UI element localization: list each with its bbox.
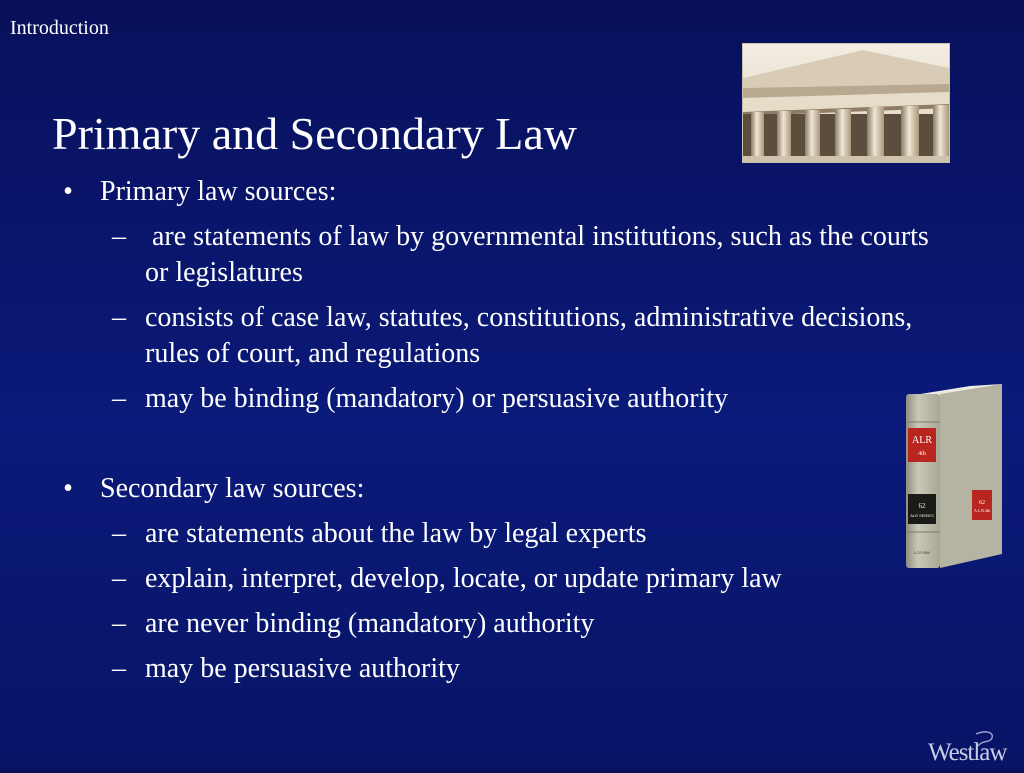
bullet-item [58, 471, 938, 507]
law-book-icon [904, 382, 1004, 570]
sub-item [58, 381, 938, 417]
dash-marker: – [112, 653, 126, 684]
westlaw-logo [928, 728, 1024, 768]
slide-title: Primary and Secondary Law [52, 108, 578, 159]
bullet-marker: • [63, 176, 73, 207]
bullet-marker: • [63, 473, 73, 504]
courthouse-photo [742, 43, 950, 163]
sub-item-text: are statements of law by governmental institutions, such as the courts or legislatures [145, 221, 936, 288]
sub-item [58, 606, 938, 642]
sub-item-text: may be persuasive authority [145, 653, 460, 684]
sub-item-text: are never binding (mandatory) authority [145, 608, 595, 639]
bullet-text: Secondary law sources: [100, 473, 365, 504]
section-label: Introduction [10, 17, 109, 39]
book-spine-title: ALR [912, 435, 932, 446]
sub-item [58, 516, 938, 552]
sub-item-text: are statements about the law by legal experts [145, 518, 647, 549]
dash-marker: – [112, 518, 126, 549]
book-volume-label: 62 [918, 502, 926, 510]
book-spine-edition: 4th [918, 451, 926, 457]
sub-item-text: consists of case law, statutes, constitutions, administrative decisions, rules of court, and regulations [145, 302, 913, 369]
sub-item [58, 219, 938, 291]
sub-item [58, 561, 938, 597]
sub-item-text: may be binding (mandatory) or persuasive authority [145, 383, 729, 414]
book-side-series: A.L.R.4th [973, 508, 991, 513]
dash-marker: – [112, 302, 126, 333]
sub-item-text: explain, interpret, develop, locate, or update primary law [145, 563, 782, 594]
book-publisher-mark: LCP-BW [914, 550, 930, 555]
sub-item [58, 651, 938, 687]
dash-marker: – [112, 221, 126, 252]
bullet-item [58, 174, 938, 210]
westlaw-logo-text: Westlaw [928, 739, 1007, 766]
bullet-text: Primary law sources: [100, 176, 337, 207]
sub-item [58, 300, 938, 372]
dash-marker: – [112, 563, 126, 594]
dash-marker: – [112, 608, 126, 639]
slide-body [58, 174, 938, 687]
dash-marker: – [112, 383, 126, 414]
book-series-label: ALR SERIES [910, 513, 934, 518]
book-side-number: 62 [979, 500, 985, 506]
